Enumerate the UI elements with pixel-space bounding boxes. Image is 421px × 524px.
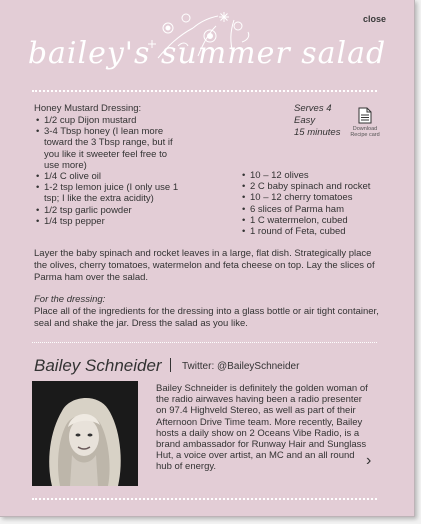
vertical-divider (170, 358, 171, 372)
salad-ingredient-list (240, 170, 390, 237)
list-item: • 1 round of Feta, cubed (240, 226, 390, 237)
twitter-handle[interactable]: Twitter: @BaileySchneider (182, 361, 300, 372)
difficulty-text: Easy (294, 115, 316, 126)
list-item: • 1 C watermelon, cubed (240, 215, 390, 226)
close-button[interactable]: close (362, 14, 386, 24)
dotted-divider (32, 498, 377, 500)
recipe-title: bailey's summer salad (27, 36, 387, 71)
list-item: • 1/4 C olive oil (34, 171, 184, 182)
download-recipe-button[interactable] (349, 107, 381, 138)
list-item: • 1/2 cup Dijon mustard (34, 115, 184, 126)
dotted-divider (32, 342, 377, 343)
list-item: • 1/2 tsp garlic powder (34, 205, 184, 216)
method-text: Layer the baby spinach and rocket leaves in a large, flat dish. Strategically place the olives, cherry tomatoes, watermelon and feta cheese on top. Lay the slices of Parma ham over the salad. (34, 248, 375, 283)
author-name: Bailey Schneider (34, 356, 162, 375)
time-text: 15 minutes (294, 127, 341, 138)
list-item: • 10 – 12 cherry tomatoes (240, 192, 390, 203)
download-label: Download Recipe card (350, 126, 380, 138)
recipe-meta (294, 103, 340, 139)
author-photo (32, 381, 138, 486)
dressing-method-text: Place all of the ingredients for the dressing into a glass bottle or air tight container, seal and shake the jar. Dress the salad as you like. (34, 306, 379, 329)
dotted-divider (32, 90, 377, 92)
dressing-ingredient-list (34, 115, 184, 227)
list-item: • 1-2 tsp lemon juice (I only use 1 tsp; I like the extra acidity) (34, 182, 184, 204)
next-arrow-icon[interactable]: › (366, 452, 372, 469)
list-item: • 6 slices of Parma ham (240, 204, 390, 215)
dressing-heading: Honey Mustard Dressing: (34, 103, 142, 114)
list-item: • 10 – 12 olives (240, 170, 390, 181)
list-item: • 3-4 Tbsp honey (I lean more toward the 3 Tbsp range, but if you like it sweeter feel free to use more) (34, 126, 184, 171)
document-icon (358, 107, 372, 124)
author-bio: Bailey Schneider is definitely the golden woman of the radio airwaves having been a radio presenter on 97.4 Highveld Stereo, as well as part of their Afternoon Drive Time team. More recently, Bailey hosts a daily show on 2 Oceans Vibe Radio, is a brand ambassador for Runway Hair and Sunglass Hut, a voice over artist, an MC and an all round hub of energy. (156, 383, 368, 473)
list-item: • 1/4 tsp pepper (34, 216, 184, 227)
dressing-method-heading: For the dressing: (34, 294, 106, 305)
list-item: • 2 C baby spinach and rocket (240, 181, 390, 192)
serves-text: Serves 4 (294, 103, 332, 114)
